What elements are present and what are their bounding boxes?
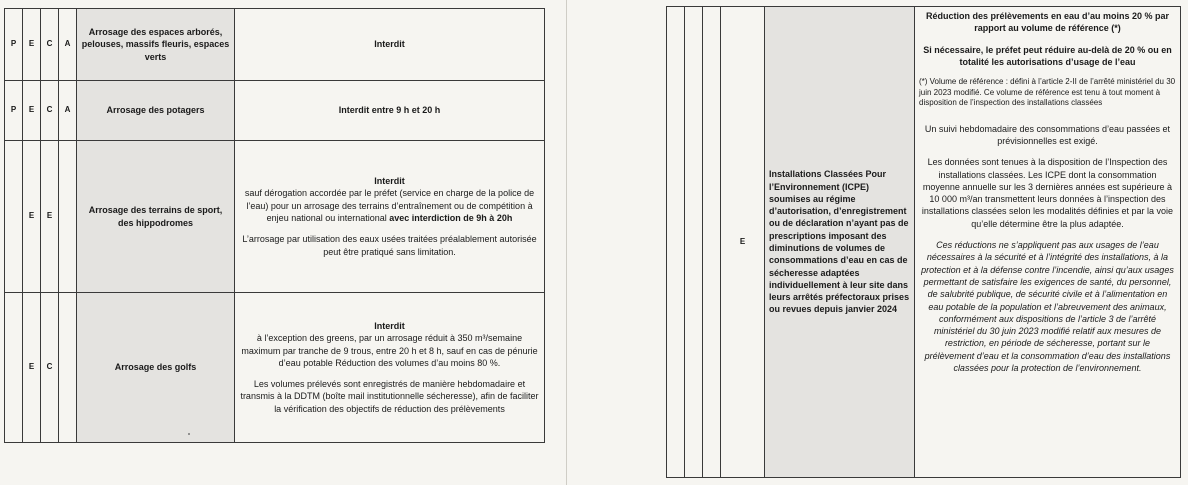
right-restrictions-table [666,6,1181,478]
rule-cell [235,81,545,141]
left-restrictions-table [4,8,545,443]
code-cell [685,7,703,478]
page-gutter [566,0,567,485]
rule-cell [235,9,545,81]
right-page [592,0,1188,485]
rule-text: à l’exception des greens, par un arrosage réduit à 350 m³/semaine maximum par tranche de 9 trous, entre 20 h et 8 h, sauf en cas de pénurie d’eau potable Réduction des volumes d’au moins 80 %. [241,333,538,368]
code-cell: C [41,293,59,443]
rule-body: sauf dérogation accordée par le préfet (service en charge de la police de l’eau) pour un arrosage des terrains d’entraînement ou de compétition à enjeu national ou international [244,188,535,223]
table-row [5,141,545,293]
code-cell: E [41,141,59,293]
reference-footnote: (*) Volume de référence : défini à l’article 2-II de l’arrêté ministériel du 30 juin 2023 modifié. Ce volume de référence est tenu à tout moment à disposition de l’inspection des installations classées [919,77,1176,108]
rule-text [239,187,540,224]
activity-cell: Arrosage des golfs [77,293,235,443]
code-cell: P [5,9,23,81]
table-row [667,7,1181,478]
left-page [0,0,560,485]
code-cell [59,293,77,443]
code-cell: C [41,81,59,141]
activity-cell [765,7,915,478]
prefect-note: Si nécessaire, le préfet peut réduire au-delà de 20 % ou en totalité les autorisations d’usage de l’eau [923,44,1172,67]
activity-cell: Arrosage des terrains de sport, des hippodromes [77,141,235,293]
code-cell [703,7,721,478]
code-cell [5,141,23,293]
exceptions-text: Ces réductions ne s’appliquent pas aux usages de l’eau nécessaires à la sécurité et à l’intégrité des installations, à la protection et à la défense contre l’incendie, ainsi qu’aux usages permettant de satisfaire les exigences de santé, du personnel, de salubrité publique, de sécurité civile et à l’alimentation en eau potable de la population et l’abreuvement des animaux, conformément aux dispositions de l’article 3 de l’arrêté ministériel du 30 juin 2023 modifié relatif aux mesures de restriction, en période de sécheresse, portant sur le prélèvement d’eau et la consommation d’eau des installations classées pour la protection de l’environnement. [921,240,1174,374]
icpe-activity: Installations Classées Pour l’Environnement (ICPE) soumises au régime d’autorisation, d’enregistrement ou de déclaration n’ayant pas de prescriptions imposant des diminutions de volumes de consommations d’eau en cas de sécheresse adaptées individuellement à leur site dans leurs arrêtés préfectoraux prises ou revues depuis janvier 2024 [769,169,910,315]
rule-cell [235,141,545,293]
data-availability-text: Les données sont tenues à la disposition de l’Inspection des installations classées. Les ICPE dont la consommation moyenne annuelle sur les 3 dernières années est supérieure à 10 000 m³/an transmettent leurs données à l’inspection des installations classées selon les modalités définies et par la voie qu’elle détermine être la plus adaptée. [921,157,1174,229]
rule-cell [915,7,1181,478]
code-cell: E [23,81,41,141]
rule-bold-text: avec interdiction de 9h à 20h [389,213,513,223]
rule-title: Interdit [374,39,405,50]
code-cell: E [23,9,41,81]
activity-cell: Arrosage des potagers [77,81,235,141]
rule-note: Les volumes prélevés sont enregistrés de manière hebdomadaire et transmis à la DDTM (boîte mail institutionnelle sécheresse), afin de faciliter la vérification des objectifs de réduction des prélèvements [240,379,539,414]
rule-title: Interdit [374,320,405,331]
code-cell [5,293,23,443]
code-cell [667,7,685,478]
monitoring-text: Un suivi hebdomadaire des consommations d’eau passées et prévisionnelles est exigé. [924,123,1171,146]
table-row [5,293,545,443]
rule-note: L’arrosage par utilisation des eaux usées traitées préalablement autorisée peut être pratiqué sans limitation. [242,234,537,257]
code-cell: E [23,293,41,443]
code-cell: C [41,9,59,81]
reduction-heading: Réduction des prélèvements en eau d’au moins 20 % par rapport au volume de référence (*) [925,11,1170,34]
code-cell: P [5,81,23,141]
table-row [5,81,545,141]
rule-cell [235,293,545,443]
table-row [5,9,545,81]
code-cell: E [23,141,41,293]
activity-cell: Arrosage des espaces arborés, pelouses, massifs fleuris, espaces verts [77,9,235,81]
code-cell: E [721,7,765,478]
code-cell: A [59,9,77,81]
code-cell: A [59,81,77,141]
rule-title: Interdit [374,176,405,187]
code-cell [59,141,77,293]
rule-title: Interdit entre 9 h et 20 h [338,105,441,116]
scan-speck [188,433,190,435]
